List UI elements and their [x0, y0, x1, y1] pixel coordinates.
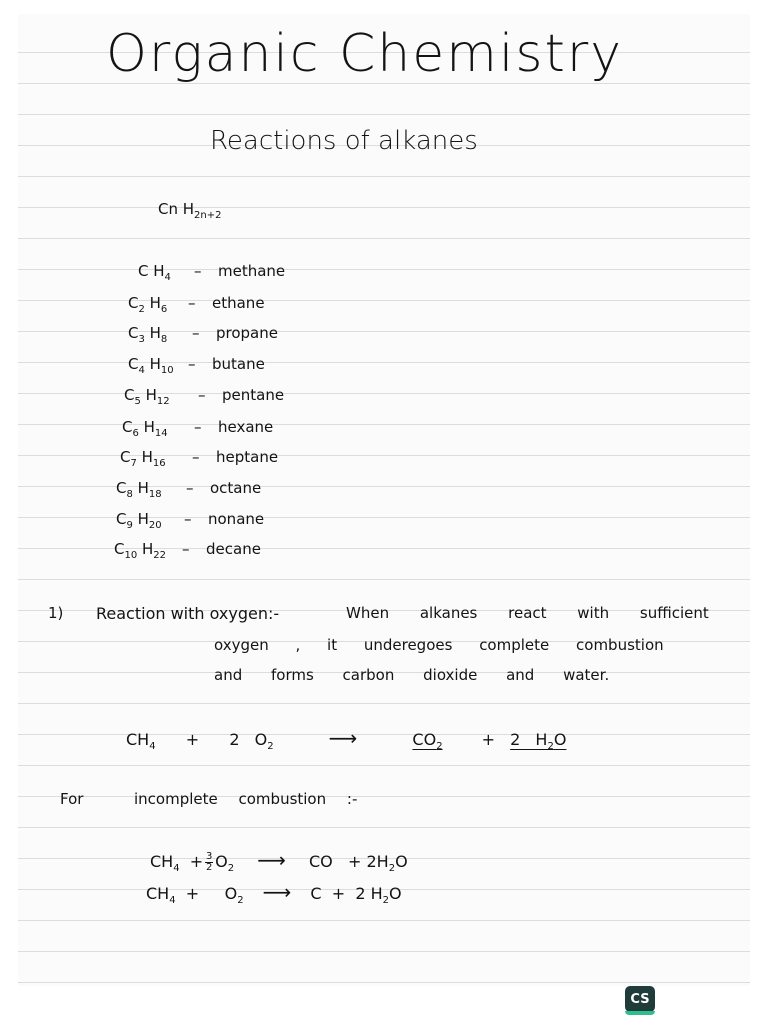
alkane-formula: $C_8$ $H_{18}$ — [116, 479, 162, 500]
alkane-dash: – — [184, 510, 192, 528]
alkane-formula: $C_5$ $H_{12}$ — [124, 386, 170, 407]
alkane-dash: – — [192, 324, 200, 342]
incomplete-label: For — [60, 790, 84, 808]
alkane-formula: $C_2$ $H_6$ — [128, 294, 168, 315]
alkane-name: ethane — [212, 294, 265, 312]
alkane-name: nonane — [208, 510, 265, 528]
section-text-line-2: oxygen , it underegoes complete combustion — [214, 636, 664, 654]
alkane-name: octane — [210, 479, 262, 497]
incomplete-heading: incomplete combustion :- — [134, 790, 358, 808]
alkane-dash: – — [192, 448, 200, 466]
alkane-name: butane — [212, 355, 265, 373]
alkane-dash: – — [194, 418, 202, 436]
section-text-line-1: When alkanes react with sufficient — [346, 604, 709, 622]
notebook-page — [18, 14, 750, 986]
section-heading: Reaction with oxygen:- — [96, 604, 280, 623]
alkane-dash: – — [188, 355, 196, 373]
alkane-name: decane — [206, 540, 261, 558]
page-subtitle: Reactions of alkanes — [210, 126, 478, 156]
alkane-dash: – — [186, 479, 194, 497]
equation-incomplete-co: $CH_4$ + $\frac{3}{2}$ $O_2$ ⟶ CO + $2H_2O$ — [150, 848, 408, 875]
section-text-line-3: and forms carbon dioxide and water. — [214, 666, 610, 684]
page-title: Organic Chemistry — [106, 24, 623, 84]
alkane-name: pentane — [222, 386, 285, 404]
camscanner-logo: CS — [625, 986, 655, 1012]
alkane-formula: C $H_4$ — [138, 262, 171, 283]
alkane-formula: $C_9$ $H_{20}$ — [116, 510, 162, 531]
alkane-formula: $C_6$ $H_{14}$ — [122, 418, 168, 439]
alkane-dash: – — [194, 262, 202, 280]
alkane-name: hexane — [218, 418, 274, 436]
alkane-formula: $C_3$ $H_8$ — [128, 324, 168, 345]
alkane-dash: – — [188, 294, 196, 312]
alkane-formula: $C_4$ $H_{10}$ — [128, 355, 174, 376]
equation-complete-combustion: $CH_4 + 2$ $O_2$ ⟶ $CO_2 + 2$ $H_2O$ — [126, 726, 567, 753]
alkane-name: propane — [216, 324, 278, 342]
section-number: 1) — [48, 604, 64, 622]
equation-incomplete-c: $CH_4$ + $O_2$ ⟶ C + 2 $H_2O$ — [146, 880, 402, 907]
alkane-formula: $C_7$ $H_{16}$ — [120, 448, 166, 469]
alkane-dash: – — [198, 386, 206, 404]
general-formula: Cn $H_{2n+2}$ — [158, 200, 222, 221]
alkane-formula: $C_{10}$ $H_{22}$ — [114, 540, 167, 561]
alkane-name: heptane — [216, 448, 279, 466]
alkane-name: methane — [218, 262, 286, 280]
alkane-dash: – — [182, 540, 190, 558]
